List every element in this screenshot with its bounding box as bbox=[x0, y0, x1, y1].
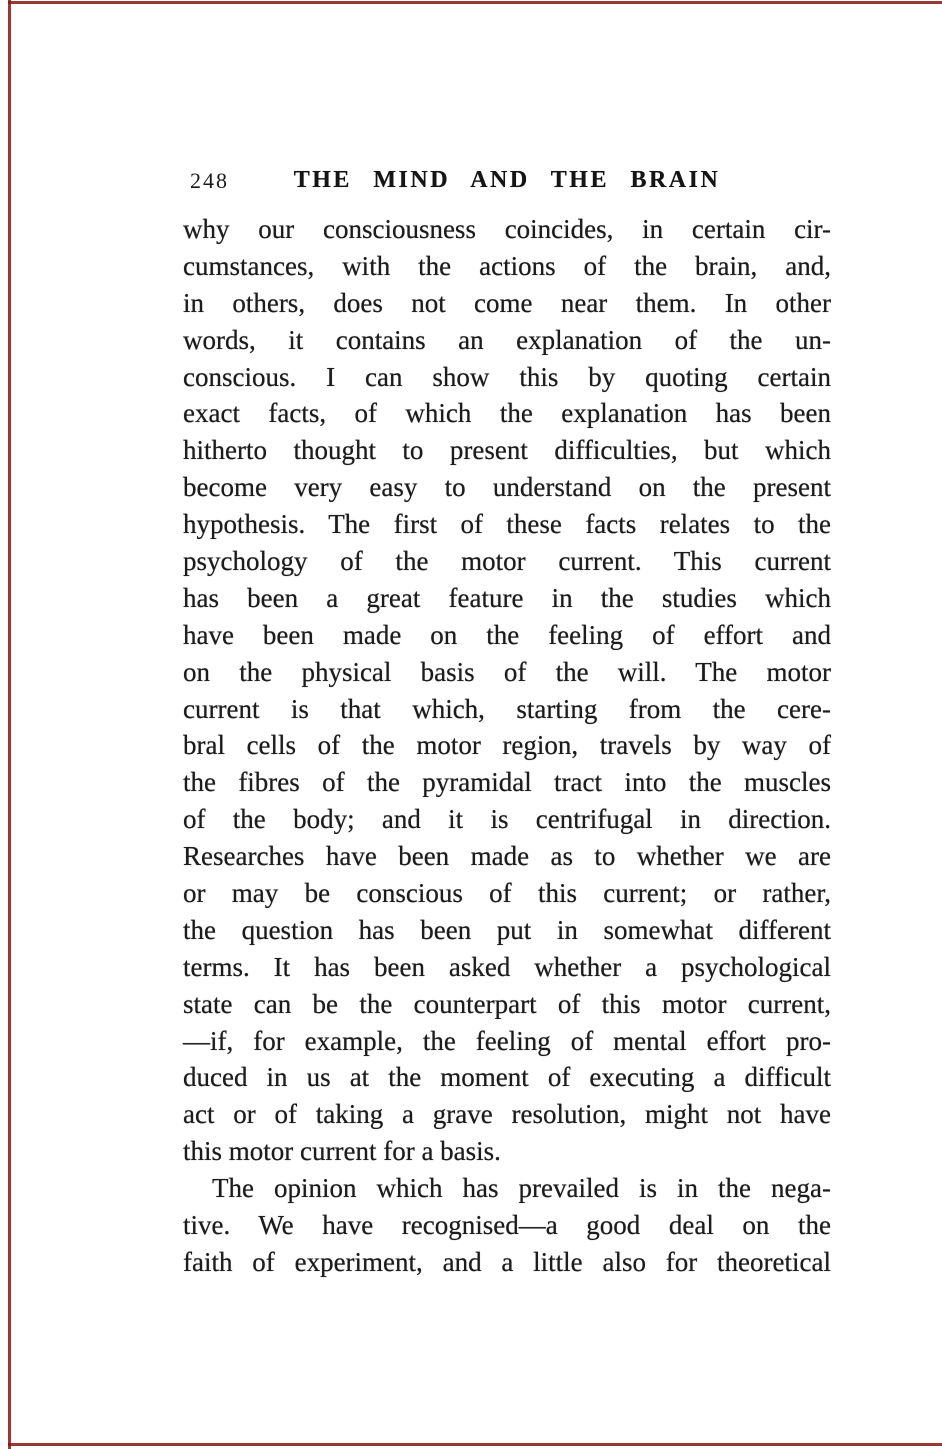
text-line: the fibres of the pyramidal tract into the muscles bbox=[183, 767, 831, 798]
text-line: faith of experiment, and a little also for theoretical bbox=[183, 1246, 831, 1277]
text-line: —if, for example, the feeling of mental effort pro- bbox=[183, 1025, 831, 1056]
text-line: tive. We have recognised—a good deal on the bbox=[183, 1210, 831, 1241]
body-text-block bbox=[183, 211, 831, 1281]
text-line: The opinion which has prevailed is in the nega- bbox=[212, 1173, 831, 1204]
running-title: THE MIND AND THE BRAIN bbox=[293, 167, 721, 193]
text-line: Researches have been made as to whether we are bbox=[183, 841, 831, 872]
text-line: on the physical basis of the will. The motor bbox=[183, 656, 831, 687]
text-line: act or of taking a grave resolution, might not have bbox=[183, 1099, 831, 1130]
text-line: hitherto thought to present difficulties, but which bbox=[183, 435, 831, 466]
text-line: words, it contains an explanation of the un- bbox=[183, 324, 831, 355]
text-line: this motor current for a basis. bbox=[183, 1136, 501, 1167]
text-line: current is that which, starting from the cere- bbox=[183, 693, 831, 724]
scan-edge-top-line bbox=[8, 1, 942, 4]
text-line: why our consciousness coincides, in certain cir- bbox=[183, 214, 831, 244]
text-line: conscious. I can show this by quoting certain bbox=[183, 361, 831, 392]
text-line: in others, does not come near them. In other bbox=[183, 287, 831, 318]
text-line: or may be conscious of this current; or rather, bbox=[183, 878, 831, 909]
text-line: the question has been put in somewhat different bbox=[183, 914, 831, 945]
text-line: duced in us at the moment of executing a difficult bbox=[183, 1062, 831, 1093]
running-header bbox=[183, 163, 831, 197]
text-line: psychology of the motor current. This current bbox=[183, 546, 831, 577]
text-line: have been made on the feeling of effort and bbox=[183, 619, 831, 650]
text-line: become very easy to understand on the present bbox=[183, 472, 831, 503]
text-line: exact facts, of which the explanation has been bbox=[183, 398, 831, 429]
scan-edge-bottom-line bbox=[8, 1443, 942, 1446]
text-line: state can be the counterpart of this motor current, bbox=[183, 988, 831, 1019]
text-line: cumstances, with the actions of the brain, and, bbox=[183, 250, 831, 281]
text-line: hypothesis. The first of these facts relates to the bbox=[183, 509, 831, 540]
text-line: has been a great feature in the studies which bbox=[183, 582, 831, 613]
page-number: 248 bbox=[190, 168, 229, 193]
scan-edge-left-line bbox=[8, 0, 11, 1449]
text-line: of the body; and it is centrifugal in direction. bbox=[183, 804, 831, 835]
text-line: terms. It has been asked whether a psychological bbox=[183, 951, 831, 982]
text-line: bral cells of the motor region, travels by way of bbox=[183, 730, 831, 761]
